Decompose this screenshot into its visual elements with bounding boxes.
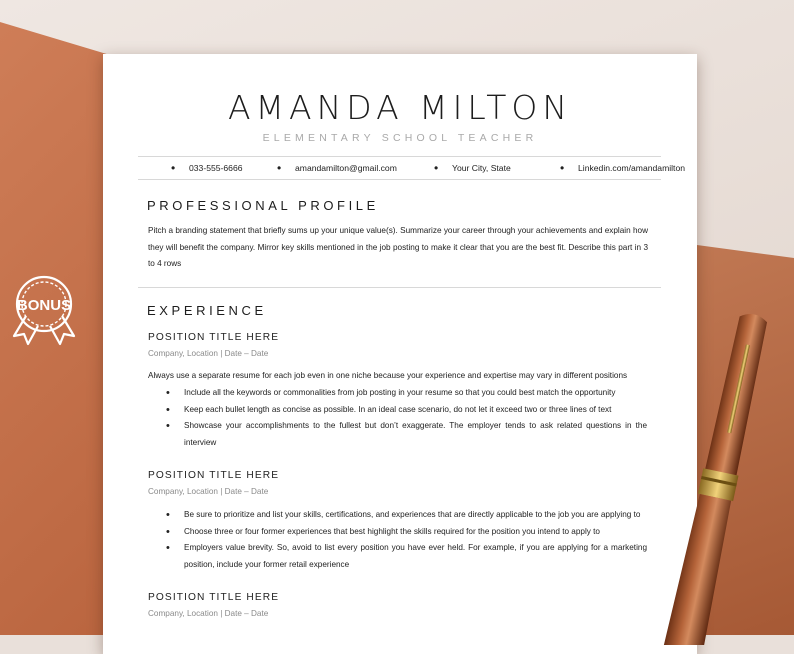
position-intro: Always use a separate resume for each job even in one niche because your experience and expertise may vary in different positions (148, 371, 628, 380)
position-title: POSITION TITLE HERE (148, 592, 280, 603)
position-title: POSITION TITLE HERE (148, 332, 280, 343)
resume-page (103, 54, 697, 654)
position-title: POSITION TITLE HERE (148, 470, 280, 481)
contact-location: • Your City, State (452, 163, 511, 173)
bullet-item: • Showcase your accomplishments to the fullest but don’t exaggerate. The employer tends to ask related questions in the interview (148, 418, 647, 451)
resume-name: AMANDA MILTON (227, 88, 573, 127)
position-bullets (148, 385, 647, 452)
bullet-item: • Employers value brevity. So, avoid to list every position you have ever held. For example, if you are applying for a marketing position, include your former retail experience (148, 540, 647, 573)
section-divider (138, 287, 661, 288)
bullet-item: • Keep each bullet length as concise as possible. In an ideal case scenario, do not let it exceed two or three lines of text (148, 402, 647, 419)
ribbon-badge-icon (6, 272, 82, 348)
position-meta: Company, Location | Date – Date (148, 349, 269, 358)
bullet-item: • Be sure to prioritize and list your skills, certifications, and experiences that are directly applicable to the job you are applying to (148, 507, 647, 524)
profile-text: Pitch a branding statement that briefly sums up your unique value(s). Summarize your career through your achievements and explain how they will benefit the company. Mirror key skills mentioned in the job posting to make it clear that you are the best fit. Describe this part in 3 to 4 rows (148, 226, 648, 269)
experience-heading: EXPERIENCE (147, 303, 267, 318)
contact-email: • amandamilton@gmail.com (295, 163, 397, 173)
profile-heading: PROFESSIONAL PROFILE (147, 198, 379, 213)
bonus-label: BONUS (16, 297, 72, 314)
position-bullets (148, 507, 647, 574)
resume-job-title: ELEMENTARY SCHOOL TEACHER (262, 132, 538, 144)
contact-phone: • 033-555-6666 (189, 163, 243, 173)
bullet-item: • Choose three or four former experiences that best highlight the skills required for the position you intend to apply to (148, 524, 647, 541)
bonus-badge (6, 272, 82, 348)
bullet-item: • Include all the keywords or commonalities from job posting in your resume so that you could best match the opportunity (148, 385, 647, 402)
contact-bar (138, 156, 686, 180)
position-meta: Company, Location | Date – Date (148, 487, 269, 496)
fountain-pen-icon (640, 305, 794, 645)
contact-linkedin: • Linkedin.com/amandamilton (578, 163, 685, 173)
position-meta: Company, Location | Date – Date (148, 609, 269, 618)
